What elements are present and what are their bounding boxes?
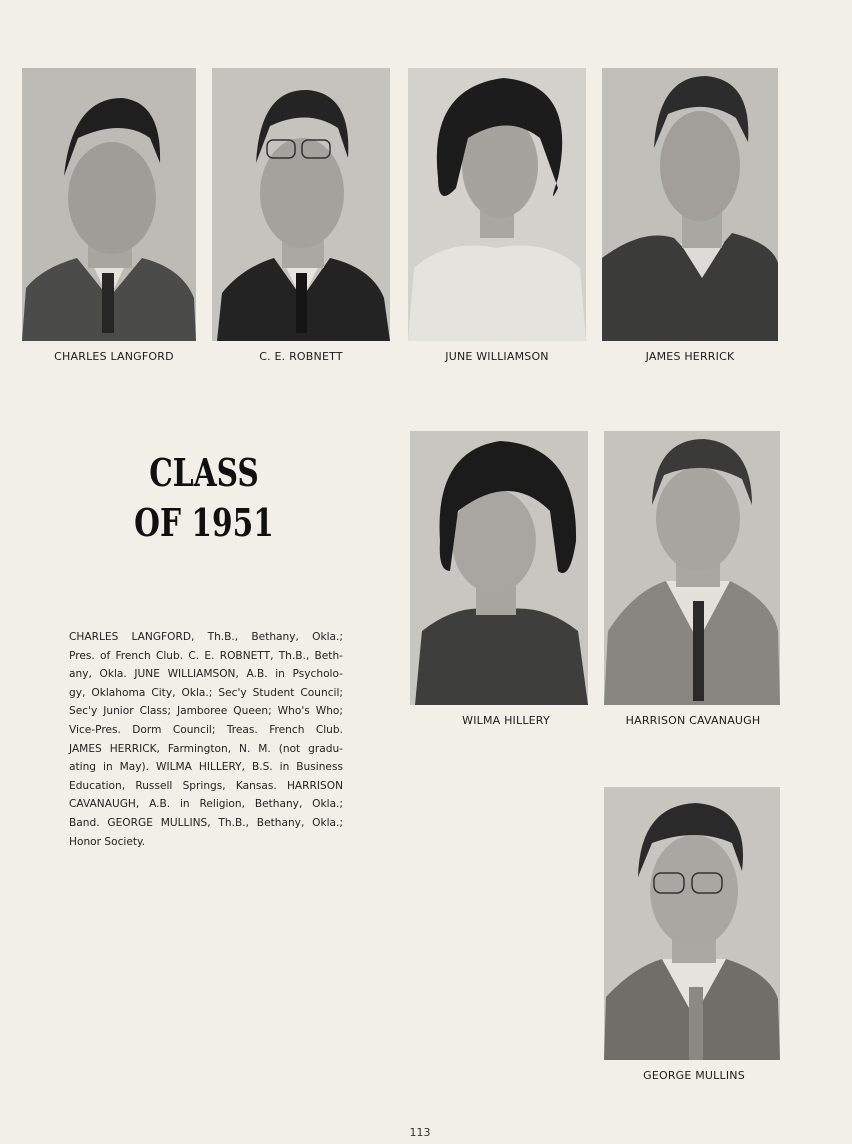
portrait-photo-james-herrick bbox=[602, 68, 778, 341]
portrait-caption: HARRISON CAVANAUGH bbox=[625, 714, 761, 727]
portrait-photo-harrison-cavanaugh bbox=[604, 431, 780, 705]
portrait-photo-june-williamson bbox=[408, 68, 586, 341]
portrait-photo-icon bbox=[604, 787, 780, 1060]
page-title bbox=[123, 448, 285, 548]
bio-line: Band. GEORGE MULLINS, Th.B., Bethany, Okla.; bbox=[69, 816, 343, 829]
bio-line: Honor Society. bbox=[69, 835, 146, 848]
portrait-photo-icon bbox=[410, 431, 588, 705]
bio-line: Vice-Pres. Dorm Council; Treas. French Club. bbox=[69, 723, 343, 736]
bio-line: CAVANAUGH, A.B. in Religion, Bethany, Okla.; bbox=[69, 798, 343, 811]
class-biographies bbox=[69, 628, 343, 851]
bio-line: Education, Russell Springs, Kansas. HARRISON bbox=[69, 779, 343, 792]
bio-line: Pres. of French Club. C. E. ROBNETT, Th.B., Beth- bbox=[69, 649, 343, 662]
portrait-photo-c-e-robnett bbox=[212, 68, 390, 341]
portrait-photo-icon bbox=[22, 68, 196, 341]
portrait-photo-george-mullins bbox=[604, 787, 780, 1060]
bio-line: ating in May). WILMA HILLERY, B.S. in Business bbox=[69, 761, 343, 774]
portrait-caption: JAMES HERRICK bbox=[645, 350, 735, 363]
title-line-1: CLASS bbox=[149, 450, 259, 495]
bio-line: gy, Oklahoma City, Okla.; Sec'y Student Council; bbox=[69, 686, 343, 699]
bio-line: CHARLES LANGFORD, Th.B., Bethany, Okla.; bbox=[69, 631, 343, 643]
title-line-2: OF 1951 bbox=[134, 500, 274, 545]
portrait-caption: C. E. ROBNETT bbox=[259, 350, 343, 363]
bio-line: JAMES HERRICK, Farmington, N. M. (not gradu- bbox=[69, 742, 343, 755]
portrait-caption: GEORGE MULLINS bbox=[643, 1069, 745, 1082]
page-number: 113 bbox=[409, 1126, 431, 1139]
portrait-photo-icon bbox=[212, 68, 390, 341]
portrait-caption: WILMA HILLERY bbox=[462, 714, 550, 727]
portrait-photo-icon bbox=[604, 431, 780, 705]
portrait-photo-icon bbox=[408, 68, 586, 341]
portrait-photo-icon bbox=[602, 68, 778, 341]
portrait-photo-wilma-hillery bbox=[410, 431, 588, 705]
portrait-caption: JUNE WILLIAMSON bbox=[445, 350, 549, 363]
bio-line: any, Okla. JUNE WILLIAMSON, A.B. in Psycholo- bbox=[69, 668, 343, 681]
bio-line: Sec'y Junior Class; Jamboree Queen; Who's Who; bbox=[69, 705, 343, 718]
portrait-caption: CHARLES LANGFORD bbox=[54, 350, 174, 363]
portrait-photo-charles-langford bbox=[22, 68, 196, 341]
